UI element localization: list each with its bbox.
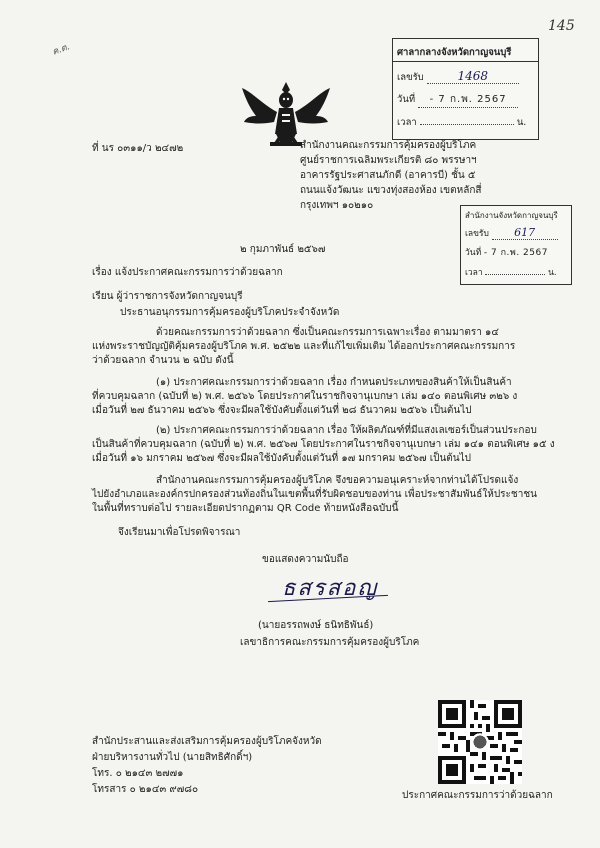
signer-name: (นายอรรถพงษ์ ธนิทธิพันธ์) [258,620,374,631]
list-item-1: (๑) ประกาศคณะกรรมการว่าด้วยฉลาก เรื่อง กำหนดประเภทของสินค้าให้เป็นสินค้า ที่ควบคุมฉลาก (ฉบับที่ ๒) พ.ศ. ๒๕๖๖ โดยประกาศในราชกิจจานุเบกษา เล่ม ๑๔๐ ตอนพิเศษ ๓๒๖ ง เมื่อวันที่ ๒๗ ธันวาคม ๒๕๖๖ ซึ่งจะมีผลใช้บังคับตั้งแต่วันที่ ๒๘ ธันวาคม ๒๕๖๖ เป็นต้นไป [92,377,518,416]
body-paragraph-2: สำนักงานคณะกรรมการคุ้มครองผู้บริโภค จึงขอความอนุเคราะห์จากท่านได้โปรดแจ้ง ไปยังอำเภอและองค์กรปกครองส่วนท้องถิ่นในเขตพื้นที่รับผิดชอบของท่าน เพื่อประชาสัมพันธ์ให้ประชาชน ในพื้นที่ทราบต่อไป รายละเอียดปรากฏตาม QR Code ท้ายหนังสือฉบับนี้ [92,475,537,514]
stamp2-date: - 7 ก.พ. 2567 [483,248,548,258]
stamp2-receive-row: เลขรับ 617 [465,226,558,240]
body-paragraph-1: ด้วยคณะกรรมการว่าด้วยฉลาก ซึ่งเป็นคณะกรรมการเฉพาะเรื่อง ตามมาตรา ๑๔ แห่งพระราชบัญญัติคุ้มครองผู้บริโภค พ.ศ. ๒๕๒๒ และที่แก้ไขเพิ่มเติม ได้ออกประกาศคณะกรรมการ ว่าด้วยฉลาก จำนวน ๒ ฉบับ ดังนี้ [92,327,516,366]
closing-request: จึงเรียนมาเพื่อโปรดพิจารณา [118,527,241,538]
stamp-receive-number: 1468 [457,69,488,83]
reference-number: ที่ นร ๐๓๑๑/ว ๒๔๗๒ [92,143,184,154]
page-corner-number: 145 [548,18,575,34]
letter-date: ๒ กุมภาพันธ์ ๒๕๖๗ [240,244,326,255]
corner-note: ค.ต. [51,42,72,58]
list-item-2: (๒) ประกาศคณะกรรมการว่าด้วยฉลาก เรื่อง ให้ผลิตภัณฑ์ที่มีแสงเลเซอร์เป็นส่วนประกอบ เป็นสินค้าที่ควบคุมฉลาก (ฉบับที่ ๒) พ.ศ. ๒๕๖๗ โดยประกาศในราชกิจจานุเบกษา เล่ม ๑๔๑ ตอนพิเศษ ๑๕ ง เมื่อวันที่ ๑๖ มกราคม ๒๕๖๗ ซึ่งจะมีผลใช้บังคับตั้งแต่วันที่ ๑๗ มกราคม ๒๕๖๗ เป็นต้นไป [92,425,555,464]
footer-contact: สำนักประสานและส่งเสริมการคุ้มครองผู้บริโภคจังหวัด ฝ่ายบริหารงานทั่วไป (นายสิทธิศักดิ์ฯ) โทร. ๐ ๒๑๔๓ ๒๗๗๑ โทรสาร ๐ ๒๑๔๓ ๙๗๘๐ [92,736,322,795]
signature: ธสรสอญ [282,576,379,601]
stamp2-title: สำนักงานจังหวัดกาญจนบุรี [465,211,558,220]
stamp2-date-row: วันที่ - 7 ก.พ. 2567 [465,248,548,258]
stamp-receive-row: เลขรับ 1468 [397,69,519,85]
subject: เรื่อง แจ้งประกาศคณะกรรมการว่าด้วยฉลาก [92,267,283,278]
closing-salutation: ขอแสดงความนับถือ [262,554,349,565]
qr-code[interactable] [438,700,522,784]
stamp2-receive-number: 617 [514,226,536,239]
qr-caption: ประกาศคณะกรรมการว่าด้วยฉลาก [402,790,553,801]
receipt-stamp-provincial-hall [392,38,539,140]
stamp-date-row: วันที่ - 7 ก.พ. 2567 [397,92,518,108]
signer-title: เลขาธิการคณะกรรมการคุ้มครองผู้บริโภค [240,637,420,648]
salutation-secondary: ประธานอนุกรรมการคุ้มครองผู้บริโภคประจำจังหวัด [120,307,340,318]
receipt-stamp-provincial-office [460,205,572,285]
sender-address: สำนักงานคณะกรรมการคุ้มครองผู้บริโภค ศูนย์ราชการเฉลิมพระเกียรติ ๘๐ พรรษาฯ อาคารรัฐประศาสนภักดี (อาคารบี) ชั้น ๕ ถนนแจ้งวัฒนะ แขวงทุ่งสองห้อง เขตหลักสี่ กรุงเทพฯ ๑๐๒๑๐ [300,140,482,211]
stamp2-time-row: เวลา น. [465,268,557,278]
stamp-date: - 7 ก.พ. 2567 [429,94,507,105]
stamp-title: ศาลากลางจังหวัดกาญจนบุรี [397,47,512,58]
salutation: เรียน ผู้ว่าราชการจังหวัดกาญจนบุรี [92,291,243,302]
stamp-time-row: เวลา น. [397,117,527,128]
